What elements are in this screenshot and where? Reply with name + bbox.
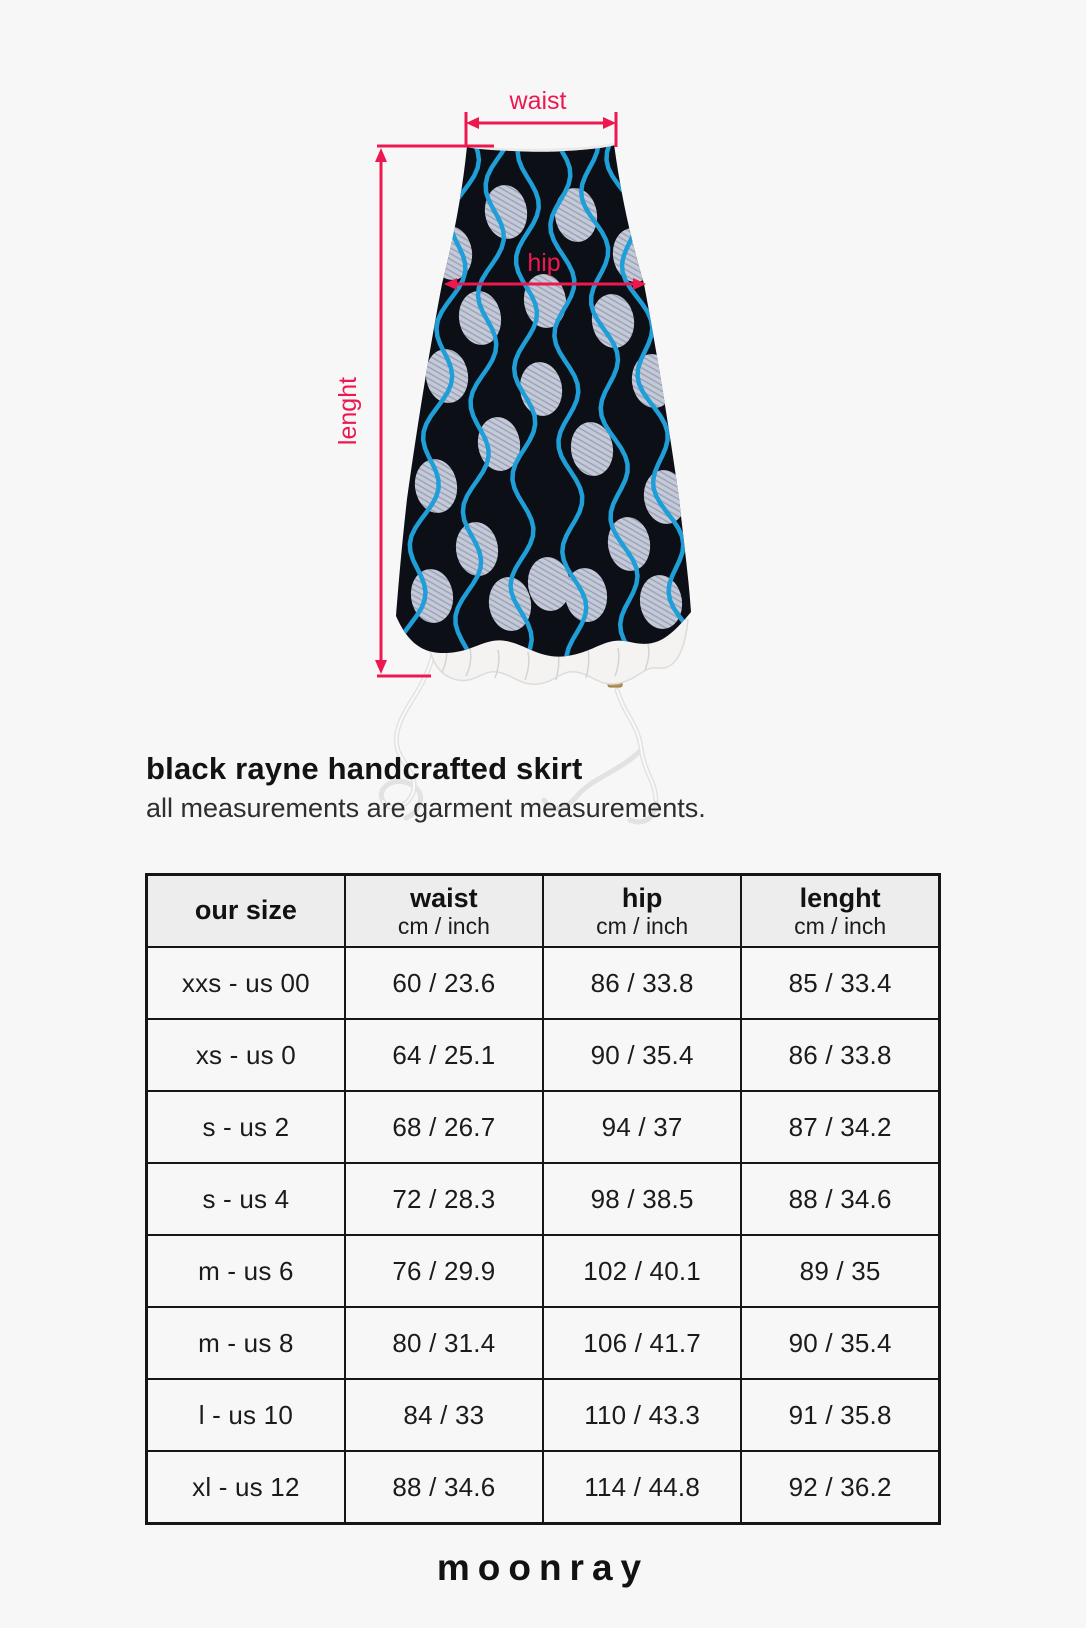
waist-cell: 68 / 26.7 — [345, 1091, 543, 1163]
size-cell: xs - us 0 — [147, 1019, 345, 1091]
size-cell: xl - us 12 — [147, 1451, 345, 1524]
length-label: lenght — [334, 376, 362, 446]
waist-cell: 88 / 34.6 — [345, 1451, 543, 1524]
size-cell: xxs - us 00 — [147, 947, 345, 1019]
length-cell: 85 / 33.4 — [741, 947, 939, 1019]
length-cell: 87 / 34.2 — [741, 1091, 939, 1163]
table-row — [147, 1163, 940, 1235]
hip-cell: 86 / 33.8 — [543, 947, 741, 1019]
length-cell: 90 / 35.4 — [741, 1307, 939, 1379]
size-table — [145, 873, 941, 1525]
waist-cell: 64 / 25.1 — [345, 1019, 543, 1091]
table-row — [147, 1451, 940, 1524]
header-length: lenght cm / inch — [741, 875, 939, 948]
size-cell: m - us 8 — [147, 1307, 345, 1379]
size-cell: m - us 6 — [147, 1235, 345, 1307]
size-table-header — [147, 875, 940, 948]
length-cell: 91 / 35.8 — [741, 1379, 939, 1451]
waist-cell: 84 / 33 — [345, 1379, 543, 1451]
waist-cell: 80 / 31.4 — [345, 1307, 543, 1379]
title-block — [146, 751, 986, 824]
hip-cell: 90 / 35.4 — [543, 1019, 741, 1091]
header-row — [147, 875, 940, 948]
product-subtitle: all measurements are garment measurements. — [146, 792, 706, 823]
hip-label: hip — [527, 249, 561, 277]
waist-cell: 60 / 23.6 — [345, 947, 543, 1019]
length-cell: 92 / 36.2 — [741, 1451, 939, 1524]
waist-label: waist — [509, 87, 567, 115]
table-row — [147, 1019, 940, 1091]
table-row — [147, 1235, 940, 1307]
header-our-size: our size — [147, 875, 345, 948]
brand-logo: moonray — [436, 1547, 650, 1588]
length-cell: 89 / 35 — [741, 1235, 939, 1307]
waist-cell: 72 / 28.3 — [345, 1163, 543, 1235]
table-row — [147, 947, 940, 1019]
length-cell: 86 / 33.8 — [741, 1019, 939, 1091]
header-hip: hip cm / inch — [543, 875, 741, 948]
hip-cell: 106 / 41.7 — [543, 1307, 741, 1379]
hip-cell: 94 / 37 — [543, 1091, 741, 1163]
hip-cell: 110 / 43.3 — [543, 1379, 741, 1451]
hip-cell: 98 / 38.5 — [543, 1163, 741, 1235]
table-row — [147, 1379, 940, 1451]
hip-cell: 114 / 44.8 — [543, 1451, 741, 1524]
header-waist: waist cm / inch — [345, 875, 543, 948]
size-cell: s - us 4 — [147, 1163, 345, 1235]
hip-cell: 102 / 40.1 — [543, 1235, 741, 1307]
length-cell: 88 / 34.6 — [741, 1163, 939, 1235]
size-cell: s - us 2 — [147, 1091, 345, 1163]
waist-cell: 76 / 29.9 — [345, 1235, 543, 1307]
table-row — [147, 1307, 940, 1379]
size-cell: l - us 10 — [147, 1379, 345, 1451]
table-row — [147, 1091, 940, 1163]
size-table-body — [147, 947, 940, 1524]
product-title: black rayne handcrafted skirt — [146, 751, 583, 786]
